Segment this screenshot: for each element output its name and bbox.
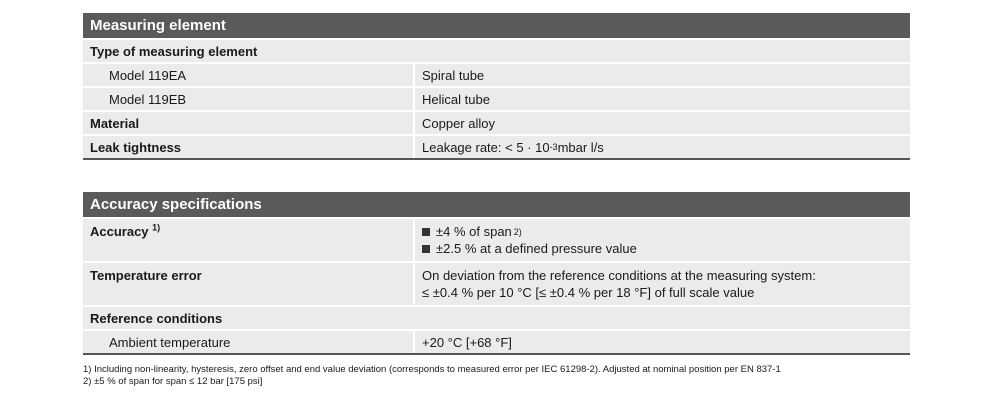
reference-conditions-heading: Reference conditions: [90, 310, 223, 326]
accuracy-bullet-1: ±4 % of span 2): [422, 223, 903, 240]
temperature-error-label: Temperature error: [90, 268, 202, 283]
square-bullet-icon: [422, 245, 430, 253]
footnote-2: 2) ±5 % of span for span ≤ 12 bar [175 psi]: [83, 376, 263, 387]
measuring-element-table: [83, 13, 910, 160]
ambient-temperature-value: +20 °C [+68 °F]: [413, 331, 910, 353]
accuracy-label-text: Accuracy: [90, 224, 149, 239]
accuracy-bullet-2-text: ±2.5 % at a defined pressure value: [436, 241, 637, 256]
model-119ea-row: [83, 62, 910, 86]
material-row: [83, 110, 910, 134]
footnote-1: 1) Including non-linearity, hysteresis, zero offset and end value deviation (corresponds to measured error per IEC 61298-2). Adjusted at nominal position per EN 837-1: [83, 364, 781, 375]
accuracy-label: [83, 219, 413, 261]
temperature-error-value: [413, 263, 910, 305]
reference-conditions-row: [83, 305, 910, 329]
leak-tightness-value: Leakage rate: < 5 · 10 -3 mbar l/s: [413, 136, 910, 158]
leak-rate-prefix: Leakage rate: < 5 · 10: [422, 139, 550, 155]
accuracy-specifications-table: [83, 192, 910, 355]
measuring-element-header: Measuring element: [83, 13, 910, 38]
material-label: Material: [90, 115, 140, 131]
model-119eb-label: Model 119EB: [109, 91, 187, 107]
accuracy-row: [83, 217, 910, 261]
leak-tightness-row: [83, 134, 910, 158]
ambient-temperature-label: Ambient temperature: [109, 334, 231, 350]
model-119eb-value: Helical tube: [413, 88, 910, 110]
model-119ea-label: Model 119EA: [109, 67, 187, 83]
ambient-temperature-row: [83, 329, 910, 353]
square-bullet-icon: [422, 228, 430, 236]
temperature-error-line-2: ≤ ±0.4 % per 10 °C [≤ ±0.4 % per 18 °F] of full scale value: [422, 285, 755, 300]
type-of-measuring-element-heading: Type of measuring element: [90, 43, 258, 59]
accuracy-bullet-1-text: ±4 % of span: [436, 224, 512, 239]
accuracy-bullet-2: [422, 240, 903, 257]
model-119eb-row: [83, 86, 910, 110]
accuracy-footnote-ref: 1): [152, 222, 161, 233]
leak-rate-suffix: mbar l/s: [557, 139, 604, 155]
accuracy-value: [413, 219, 910, 261]
model-119ea-value: Spiral tube: [413, 64, 910, 86]
accuracy-specifications-header: Accuracy specifications: [83, 192, 910, 217]
temperature-error-line-1: On deviation from the reference conditions at the measuring system:: [422, 268, 816, 283]
leak-tightness-label: Leak tightness: [90, 139, 182, 155]
material-value: Copper alloy: [413, 112, 910, 134]
type-of-measuring-element-row: [83, 38, 910, 62]
temperature-error-row: [83, 261, 910, 305]
